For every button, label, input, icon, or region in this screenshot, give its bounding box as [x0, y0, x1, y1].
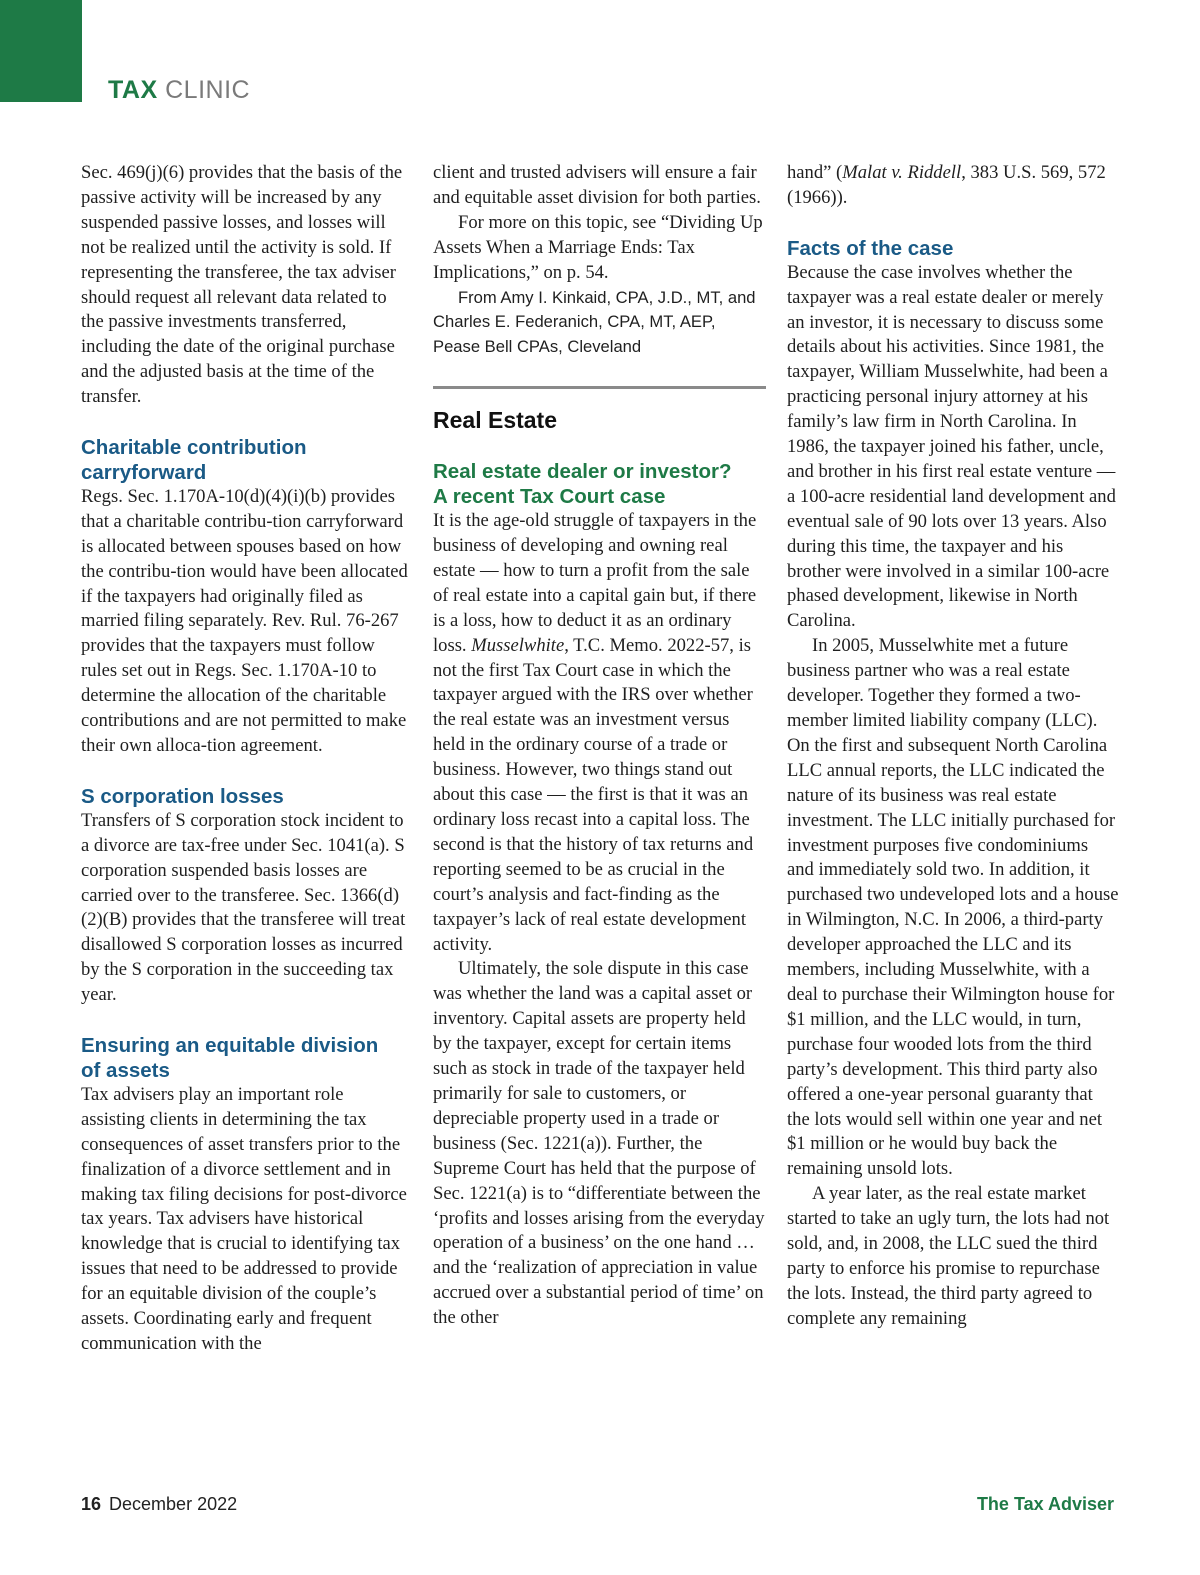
col3-paragraph-1-text-b: , 383 U.S. 569, 572 (1966)). — [787, 162, 1106, 208]
heading-real-estate-dealer — [433, 459, 766, 509]
heading-charitable-line-2: carryforward — [81, 460, 207, 484]
col1-paragraph-2: Regs. Sec. 1.170A-10(d)(4)(i)(b) provides that a charitable contribu-tion carryforward is allocated between spouses based on how the contribu-tion would have been allocated if the taxpayers had originally filed as married filing separately. Rev. Rul. 76-267 provides that the taxpayers must follow rules set out in Regs. Sec. 1.170A-10 to determine the allocation of the charitable contributions and are not permitted to make their own alloca-tion agreement. — [81, 485, 408, 757]
case-name-musselwhite: Musselwhite — [471, 634, 565, 656]
col2-paragraph-4: Ultimately, the sole dispute in this case was whether the land was a capital asset or inventory. Capital assets are property held by the taxpayer, except for certain items such as stock in trade of the taxpayer held primarily for sale to customers, or depreciable property used in a trade or business (Sec. 1221(a)). Further, the Supreme Court has held that the purpose of Sec. 1221(a) is to “differentiate between the ‘profits and losses arising from the everyday operation of a business’ on the one hand … and the ‘realization of appreciation in value accrued over a substantial period of time’ on the other — [433, 958, 765, 1329]
col3-paragraph-4: A year later, as the real estate market started to take an ugly turn, the lots had not sold, and, in 2008, the LLC sued the third party to enforce his promise to repurchase the lots. Instead, the third party agreed to complete any remaining — [787, 1183, 1110, 1329]
footer-publication: The Tax Adviser — [976, 1494, 1114, 1514]
heading-equitable-division — [81, 1033, 411, 1083]
col2-paragraph-3-text-a: It is the age-old struggle of taxpayers in the business of developing and owning real estate — how to turn a profit from the sale of real estate into a capital gain but, if there is a loss, how to deduct it as an ordinary loss. — [433, 510, 757, 656]
page-number: 16 — [81, 1494, 102, 1514]
section-title-real-estate: Real Estate — [433, 407, 558, 434]
heading-equitable-line-1: Ensuring an equitable division — [81, 1033, 379, 1057]
running-header — [108, 76, 250, 105]
header-clinic: CLINIC — [165, 76, 251, 104]
heading-facts-of-the-case: Facts of the case — [787, 236, 954, 260]
author-byline: From Amy I. Kinkaid, CPA, J.D., MT, and Charles E. Federanich, CPA, MT, AEP, Pease Bell CPAs, Cleveland — [433, 287, 756, 357]
heading-s-corporation-losses: S corporation losses — [81, 784, 284, 808]
col3-paragraph-1-text-a: hand” ( — [787, 162, 843, 183]
heading-dealer-line-2: A recent Tax Court case — [433, 485, 666, 509]
col2-paragraph-1: client and trusted advisers will ensure a fair and equitable asset division for both parties. — [433, 162, 761, 208]
header-tax: TAX — [108, 76, 158, 104]
issue-date: December 2022 — [109, 1494, 238, 1514]
col1-paragraph-3: Transfers of S corporation stock incident to a divorce are tax-free under Sec. 1041(a). S corporation suspended basis losses are carried over to the transferee. Sec. 1366(d)(2)(B) provides that the transferee will treat disallowed S corporation losses as incurred by the S corporation in the succeeding tax year. — [81, 809, 406, 1006]
col2-paragraph-3 — [433, 509, 766, 957]
section-divider — [433, 386, 766, 389]
header-color-tab — [0, 0, 82, 102]
heading-charitable-contribution — [81, 435, 411, 485]
column-2 — [433, 161, 766, 1331]
footer-page-info — [81, 1494, 237, 1515]
col3-paragraph-2: Because the case involves whether the taxpayer was a real estate dealer or merely an investor, it is necessary to discuss some details about his activities. Since 1981, the taxpayer, William Musselwhite, had been a practicing personal injury attorney at his family’s law firm in North Carolina. In 1986, the taxpayer joined his father, uncle, and brother in his first real estate venture — a 100-acre residential land development and eventual sale of 90 lots over 13 years. Also during this time, the taxpayer and his brother were involved in a similar 100-acre phased development, likewise in North Carolina. — [787, 261, 1116, 632]
col3-paragraph-3: In 2005, Musselwhite met a future business partner who was a real estate developer. Together they formed a two-member limited liability company (LLC). On the first and subsequent North Carolina LLC annual reports, the LLC indicated the nature of its business was real estate investment. The LLC initially purchased for investment purposes five condominiums and immediately sold two. In addition, it purchased two undeveloped lots and a house in Wilmington, N.C. In 2006, a third-party developer approached the LLC and its members, including Musselwhite, with a deal to purchase their Wilmington house for $1 million, and the LLC would, in turn, purchase four wooded lots from the third party’s development. This third party also offered a one-year personal guaranty that the lots would sell within one year and net $1 million or he would buy back the remaining unsold lots. — [787, 635, 1119, 1180]
column-3 — [787, 161, 1119, 1332]
col2-paragraph-3-text-b: , T.C. Memo. 2022-57, is not the first Tax Court case in which the taxpayer argued with the IRS over whether the real estate was an investment versus held in the ordinary course of a trade or business. However, two things stand out about this case — the first is that it was an ordinary loss recast into a capital loss. The second is that the history of tax returns and reporting seemed to be as crucial in the court’s analysis and fact-finding as the taxpayer’s lack of real estate development activity. — [433, 634, 754, 955]
heading-dealer-line-1: Real estate dealer or investor? — [433, 460, 732, 484]
heading-equitable-line-2: of assets — [81, 1058, 170, 1082]
col3-paragraph-1 — [787, 161, 1119, 211]
col2-paragraph-2: For more on this topic, see “Dividing Up Assets When a Marriage Ends: Tax Implications,” on p. 54. — [433, 211, 763, 283]
col1-paragraph-4: Tax advisers play an important role assisting clients in determining the tax consequences of asset transfers prior to the finalization of a divorce settlement and in making tax filing decisions for post-divorce tax years. Tax advisers have historical knowledge that is crucial to identifying tax issues that need to be addressed to provide for an equitable division of the couple’s assets. Coordinating early and frequent communication with the — [81, 1083, 407, 1355]
col1-paragraph-1: Sec. 469(j)(6) provides that the basis of the passive activity will be increased by any suspended passive losses, and losses will not be realized until the activity is sold. If representing the transferee, the tax adviser should request all relevant data related to the passive investments transferred, including the date of the original purchase and the adjusted basis at the time of the transfer. — [81, 162, 403, 408]
heading-charitable-line-1: Charitable contribution — [81, 435, 307, 459]
case-name-malat: Malat v. Riddell — [842, 162, 962, 183]
column-1 — [81, 161, 411, 1357]
